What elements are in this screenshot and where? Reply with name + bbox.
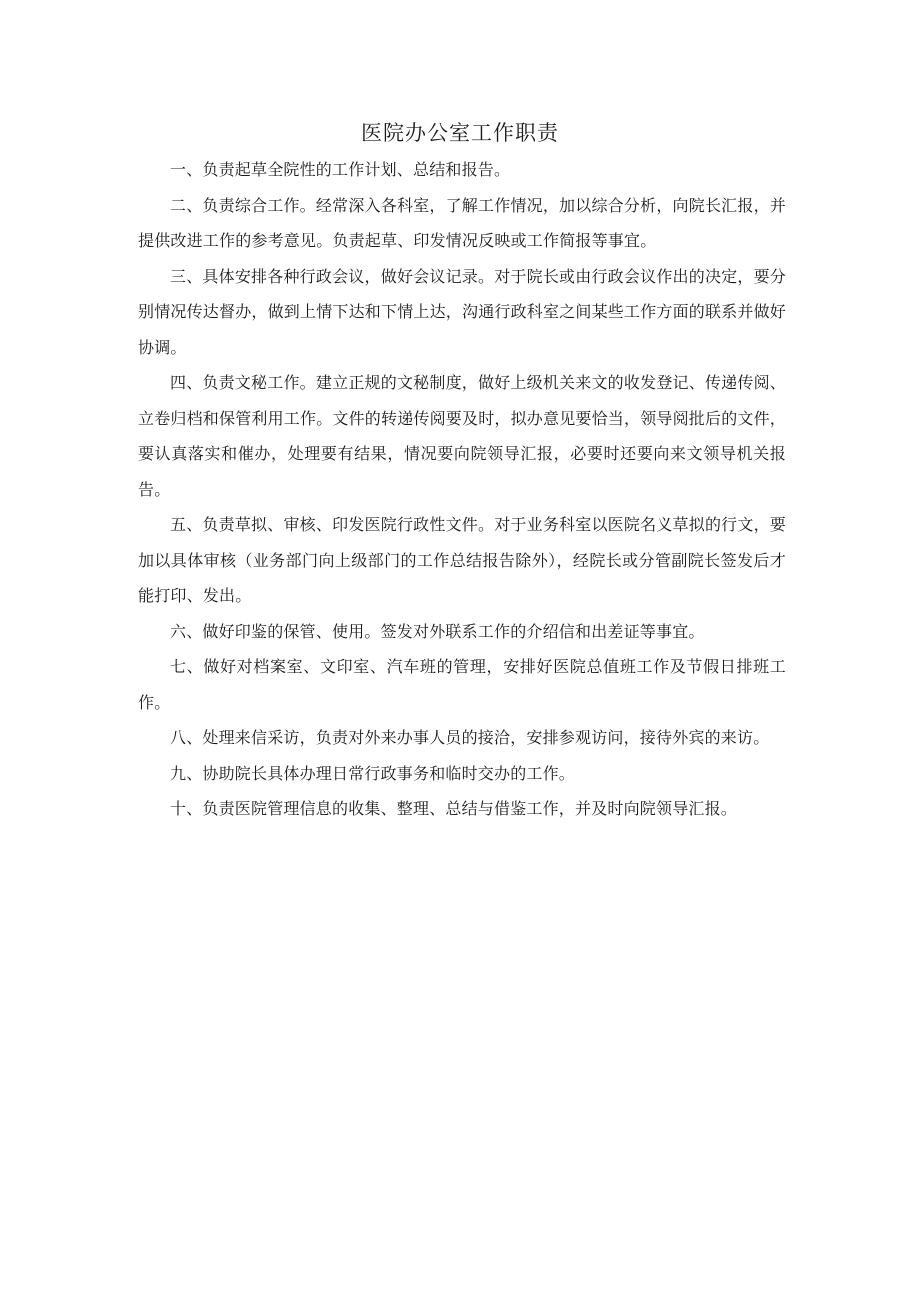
duty-paragraph-2: 二、负责综合工作。经常深入各科室，了解工作情况，加以综合分析，向院长汇报，并提供改进工作的参考意见。负责起草、印发情况反映或工作简报等事宜。	[138, 195, 786, 250]
duty-paragraph-1: 一、负责起草全院性的工作计划、总结和报告。	[170, 160, 511, 179]
duty-paragraph-8: 八、处理来信采访，负责对外来办事人员的接洽，安排参观访问，接待外宾的来访。	[170, 728, 770, 747]
duty-paragraph-4: 四、负责文秘工作。建立正规的文秘制度，做好上级机关来文的收发登记、传递传阅、立卷归档和保管利用工作。文件的转递传阅要及时，拟办意见要恰当，领导阅批后的文件，要认真落实和催办，处理要有结果，情况要向院领导汇报，必要时还要向来文领导机关报告。	[138, 373, 787, 499]
duty-paragraph-6: 六、做好印鉴的保管、使用。签发对外联系工作的介绍信和出差证等事宜。	[170, 621, 705, 641]
document-title: 医院办公室工作职责	[361, 121, 559, 145]
duty-paragraph-5: 五、负责草拟、审核、印发医院行政性文件。对于业务科室以医院名义草拟的行文，要加以具体审核（业务部门向上级部门的工作总结报告除外），经院长或分管副院长签发后才能打印、发出。	[138, 515, 786, 605]
duty-paragraph-10: 十、负责医院管理信息的收集、整理、总结与借鉴工作，并及时向院领导汇报。	[170, 799, 738, 818]
duty-paragraph-7: 七、做好对档案室、文印室、汽车班的管理，安排好医院总值班工作及节假日排班工作。	[138, 657, 786, 712]
document-body	[138, 152, 786, 827]
duty-paragraph-3: 三、具体安排各种行政会议，做好会议记录。对于院长或由行政会议作出的决定，要分别情况传达督办，做到上情下达和下情上达，沟通行政科室之间某些工作方面的联系并做好协调。	[138, 266, 787, 357]
duty-paragraph-9: 九、协助院长具体办理日常行政事务和临时交办的工作。	[170, 763, 576, 783]
